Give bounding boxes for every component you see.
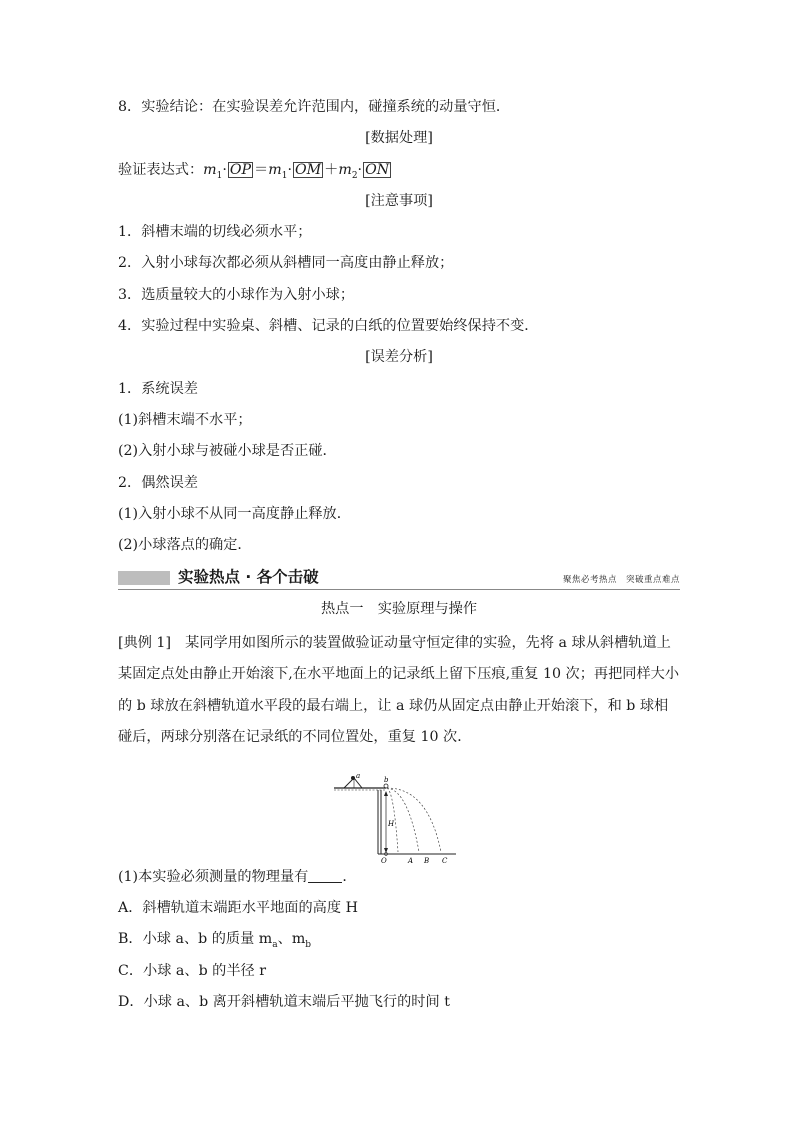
subscript: 1 <box>281 170 288 181</box>
option-b-mid: 、m <box>277 931 306 948</box>
dot: · <box>357 161 363 178</box>
section-bar-block <box>118 571 170 585</box>
error-2b: (2)小球落点的确定． <box>118 537 252 554</box>
question-stem-text: (1)本实验必须测量的物理量有 <box>118 868 309 885</box>
label-C: C <box>442 856 448 864</box>
note-2: 2．入射小球每次都必须从斜槽同一高度由静止释放； <box>118 255 454 272</box>
apparatus-diagram <box>324 774 464 864</box>
ball-a <box>351 776 355 780</box>
dot: · <box>222 161 227 178</box>
label-H: H <box>388 819 395 828</box>
mass-symbol: m <box>268 161 282 178</box>
error-1b: (2)入射小球与被碰小球是否正碰． <box>118 443 337 460</box>
label-b: b <box>384 775 389 784</box>
example-paragraph <box>118 628 680 754</box>
option-d: D．小球 a、b 离开斜槽轨道末端后平抛飞行的时间 t <box>118 993 450 1010</box>
section-tagline: 聚焦必考热点 突破重点难点 <box>562 575 680 586</box>
note-4: 4．实验过程中实验桌、斜槽、记录的白纸的位置要始终保持不变． <box>118 318 539 335</box>
label-B: B <box>424 856 430 864</box>
note-3: 3．选质量较大的小球作为入射小球； <box>118 286 355 303</box>
segment-op: OP <box>229 161 252 178</box>
option-b <box>118 926 680 957</box>
error-1a: (1)斜槽末端不水平； <box>118 411 252 428</box>
section-title: 实验热点 · 各个击破 <box>178 568 319 587</box>
conclusion-line: 8．实验结论：在实验误差允许范围内，碰撞系统的动量守恒． <box>118 99 511 115</box>
note-1: 1．斜槽末端的切线必须水平； <box>118 224 312 241</box>
option-c: C．小球 a、b 的半径 r <box>118 962 267 979</box>
segment-om: OM <box>294 161 322 178</box>
option-b-text: B．小球 a、b 的质量 m <box>118 931 273 948</box>
dot: · <box>287 161 292 178</box>
question-stem-end: ． <box>342 868 357 885</box>
heading-data-processing: [数据处理] <box>365 130 433 147</box>
question-stem <box>118 864 680 895</box>
heading-error-analysis: [误差分析] <box>365 349 433 366</box>
label-A: A <box>408 856 414 864</box>
subscript-b: b <box>305 940 312 951</box>
plus: ＋ <box>324 161 339 178</box>
document-page <box>118 94 680 1020</box>
answer-blank[interactable] <box>308 868 342 883</box>
experiment-figure <box>118 754 680 864</box>
label-a: a <box>356 773 361 780</box>
error-2a: (1)入射小球不从同一高度静止释放． <box>118 505 351 522</box>
equals: ＝ <box>254 161 269 178</box>
example-label: [典例 1] <box>118 634 171 651</box>
hotspot-title: 热点一 实验原理与操作 <box>320 601 478 618</box>
heading-notes: [注意事项] <box>365 192 433 209</box>
subscript: 2 <box>351 170 358 181</box>
error-2: 2．偶然误差 <box>118 474 198 491</box>
subscript: 1 <box>216 170 223 181</box>
section-header <box>118 567 680 590</box>
label-O: O <box>381 856 387 864</box>
option-a: A．斜槽轨道末端距水平地面的高度 H <box>118 900 358 917</box>
example-text: 某同学用如图所示的装置做验证动量守恒定律的实验，先将 a 球从斜槽轨道上某固定点处由静止开始滚下,在水平地面上的记录纸上留下压痕,重复 10 次；再把同样大小的 b 球放在斜槽轨道水平段的最右端上，让 a 球仍从固定点由静止开始滚下，和 b 球相碰后，两球分别落在记录纸的不同位置处，重复 10 次． <box>118 634 680 746</box>
verification-formula <box>118 157 680 188</box>
subscript-a: a <box>272 940 278 951</box>
error-1: 1．系统误差 <box>118 380 198 397</box>
formula-prefix: 验证表达式： <box>118 161 204 178</box>
segment-on: ON <box>365 161 390 178</box>
mass-symbol: m <box>203 161 217 178</box>
mass-symbol: m <box>338 161 352 178</box>
